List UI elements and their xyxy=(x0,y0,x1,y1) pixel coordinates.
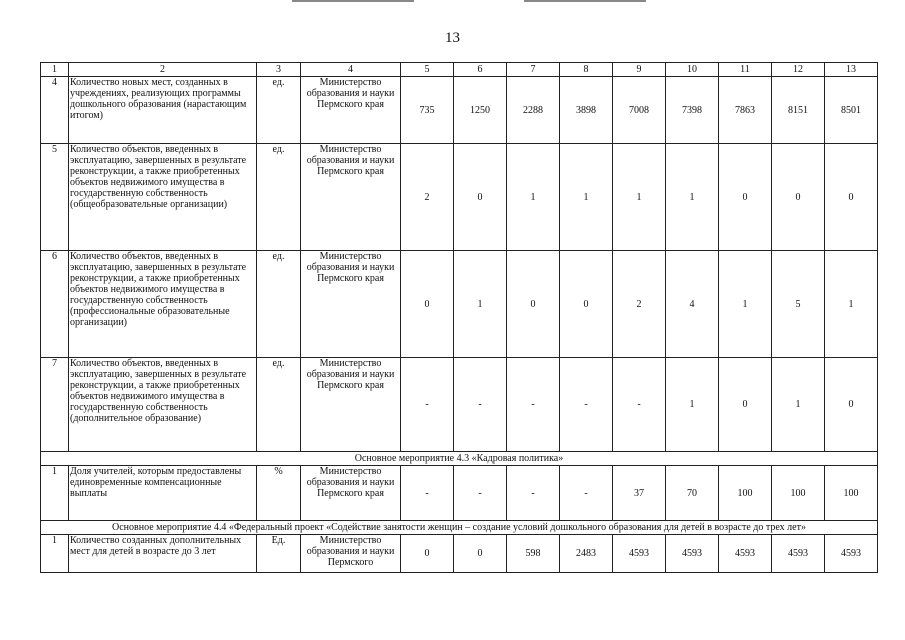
column-number-11: 11 xyxy=(719,63,772,77)
value-cell: 0 xyxy=(772,144,825,251)
value-cell: 4593 xyxy=(825,535,878,573)
value-cell: 1 xyxy=(719,251,772,358)
value-cell: 1 xyxy=(613,144,666,251)
value-cell: - xyxy=(401,358,454,452)
value-cell: 37 xyxy=(613,466,666,521)
table-row xyxy=(41,251,878,358)
value-cell: 2 xyxy=(401,144,454,251)
value-cell: 1 xyxy=(772,358,825,452)
value-cell: - xyxy=(560,358,613,452)
unit-of-measure: ед. xyxy=(257,251,301,358)
indicator-name: Доля учителей, которым предоставлены единовременные компенсационные выплаты xyxy=(69,466,257,521)
responsible-body: Министерство образования и науки Пермского края xyxy=(301,144,401,251)
row-number: 4 xyxy=(41,77,69,144)
value-cell: - xyxy=(560,466,613,521)
value-cell: 8151 xyxy=(772,77,825,144)
value-cell: 0 xyxy=(825,144,878,251)
table-row xyxy=(41,466,878,521)
column-number-4: 4 xyxy=(301,63,401,77)
value-cell: - xyxy=(454,358,507,452)
responsible-body: Министерство образования и науки Пермского края xyxy=(301,466,401,521)
value-cell: 598 xyxy=(507,535,560,573)
value-cell: 4593 xyxy=(666,535,719,573)
column-number-12: 12 xyxy=(772,63,825,77)
value-cell: 1 xyxy=(825,251,878,358)
value-cell: - xyxy=(507,358,560,452)
column-number-3: 3 xyxy=(257,63,301,77)
value-cell: 1 xyxy=(666,358,719,452)
indicator-name: Количество объектов, введенных в эксплуатацию, завершенных в результате реконструкции, а также приобретенных объектов недвижимого имущества в государственную собственность (профессиональные образовательные организации) xyxy=(69,251,257,358)
indicator-name: Количество объектов, введенных в эксплуатацию, завершенных в результате реконструкции, а также приобретенных объектов недвижимого имущества в государственную собственность (дополнительное образование) xyxy=(69,358,257,452)
table-body xyxy=(41,63,878,573)
row-number: 6 xyxy=(41,251,69,358)
top-edge-line-right xyxy=(524,0,646,2)
value-cell: 0 xyxy=(401,535,454,573)
value-cell: 0 xyxy=(719,358,772,452)
column-number-6: 6 xyxy=(454,63,507,77)
value-cell: 3898 xyxy=(560,77,613,144)
value-cell: 7863 xyxy=(719,77,772,144)
section-title: Основное мероприятие 4.4 «Федеральный проект «Содействие занятости женщин – создание условий дошкольного образования для детей в возрасте до трех лет» xyxy=(41,521,878,535)
column-number-10: 10 xyxy=(666,63,719,77)
column-number-8: 8 xyxy=(560,63,613,77)
value-cell: 4 xyxy=(666,251,719,358)
unit-of-measure: % xyxy=(257,466,301,521)
unit-of-measure: ед. xyxy=(257,358,301,452)
value-cell: 8501 xyxy=(825,77,878,144)
column-number-9: 9 xyxy=(613,63,666,77)
section-title: Основное мероприятие 4.3 «Кадровая политика» xyxy=(41,452,878,466)
value-cell: 0 xyxy=(507,251,560,358)
value-cell: 0 xyxy=(825,358,878,452)
responsible-body: Министерство образования и науки Пермского края xyxy=(301,251,401,358)
top-edge-line-left xyxy=(292,0,414,2)
value-cell: 100 xyxy=(772,466,825,521)
table-row xyxy=(41,358,878,452)
value-cell: 1 xyxy=(454,251,507,358)
value-cell: - xyxy=(507,466,560,521)
value-cell: 4593 xyxy=(772,535,825,573)
unit-of-measure: ед. xyxy=(257,144,301,251)
section-row-4-4 xyxy=(41,521,878,535)
value-cell: 7398 xyxy=(666,77,719,144)
responsible-body: Министерство образования и науки Пермского xyxy=(301,535,401,573)
table-row xyxy=(41,535,878,573)
value-cell: 0 xyxy=(401,251,454,358)
indicator-name: Количество созданных дополнительных мест для детей в возрасте до 3 лет xyxy=(69,535,257,573)
value-cell: - xyxy=(613,358,666,452)
table-row xyxy=(41,77,878,144)
value-cell: 4593 xyxy=(719,535,772,573)
value-cell: 100 xyxy=(825,466,878,521)
value-cell: 0 xyxy=(454,144,507,251)
value-cell: 70 xyxy=(666,466,719,521)
row-number: 1 xyxy=(41,466,69,521)
value-cell: - xyxy=(401,466,454,521)
indicator-name: Количество объектов, введенных в эксплуатацию, завершенных в результате реконструкции, а также приобретенных объектов недвижимого имущества в государственную собственность (общеобразовательные организации) xyxy=(69,144,257,251)
value-cell: 4593 xyxy=(613,535,666,573)
value-cell: 1250 xyxy=(454,77,507,144)
row-number: 7 xyxy=(41,358,69,452)
value-cell: 5 xyxy=(772,251,825,358)
column-number-13: 13 xyxy=(825,63,878,77)
value-cell: 0 xyxy=(454,535,507,573)
value-cell: 735 xyxy=(401,77,454,144)
indicator-name: Количество новых мест, созданных в учреждениях, реализующих программы дошкольного образования (нарастающим итогом) xyxy=(69,77,257,144)
row-number: 5 xyxy=(41,144,69,251)
responsible-body: Министерство образования и науки Пермского края xyxy=(301,358,401,452)
value-cell: 2288 xyxy=(507,77,560,144)
unit-of-measure: Ед. xyxy=(257,535,301,573)
value-cell: 0 xyxy=(719,144,772,251)
column-number-7: 7 xyxy=(507,63,560,77)
section-row-4-3 xyxy=(41,452,878,466)
column-number-5: 5 xyxy=(401,63,454,77)
value-cell: 2 xyxy=(613,251,666,358)
value-cell: 0 xyxy=(560,251,613,358)
unit-of-measure: ед. xyxy=(257,77,301,144)
value-cell: - xyxy=(454,466,507,521)
column-number-1: 1 xyxy=(41,63,69,77)
value-cell: 7008 xyxy=(613,77,666,144)
column-number-2: 2 xyxy=(69,63,257,77)
column-number-row xyxy=(41,63,878,77)
row-number: 1 xyxy=(41,535,69,573)
page-number: 13 xyxy=(445,30,460,46)
value-cell: 1 xyxy=(560,144,613,251)
value-cell: 1 xyxy=(507,144,560,251)
responsible-body: Министерство образования и науки Пермского края xyxy=(301,77,401,144)
value-cell: 2483 xyxy=(560,535,613,573)
indicators-table xyxy=(40,62,878,573)
value-cell: 100 xyxy=(719,466,772,521)
table-row xyxy=(41,144,878,251)
value-cell: 1 xyxy=(666,144,719,251)
